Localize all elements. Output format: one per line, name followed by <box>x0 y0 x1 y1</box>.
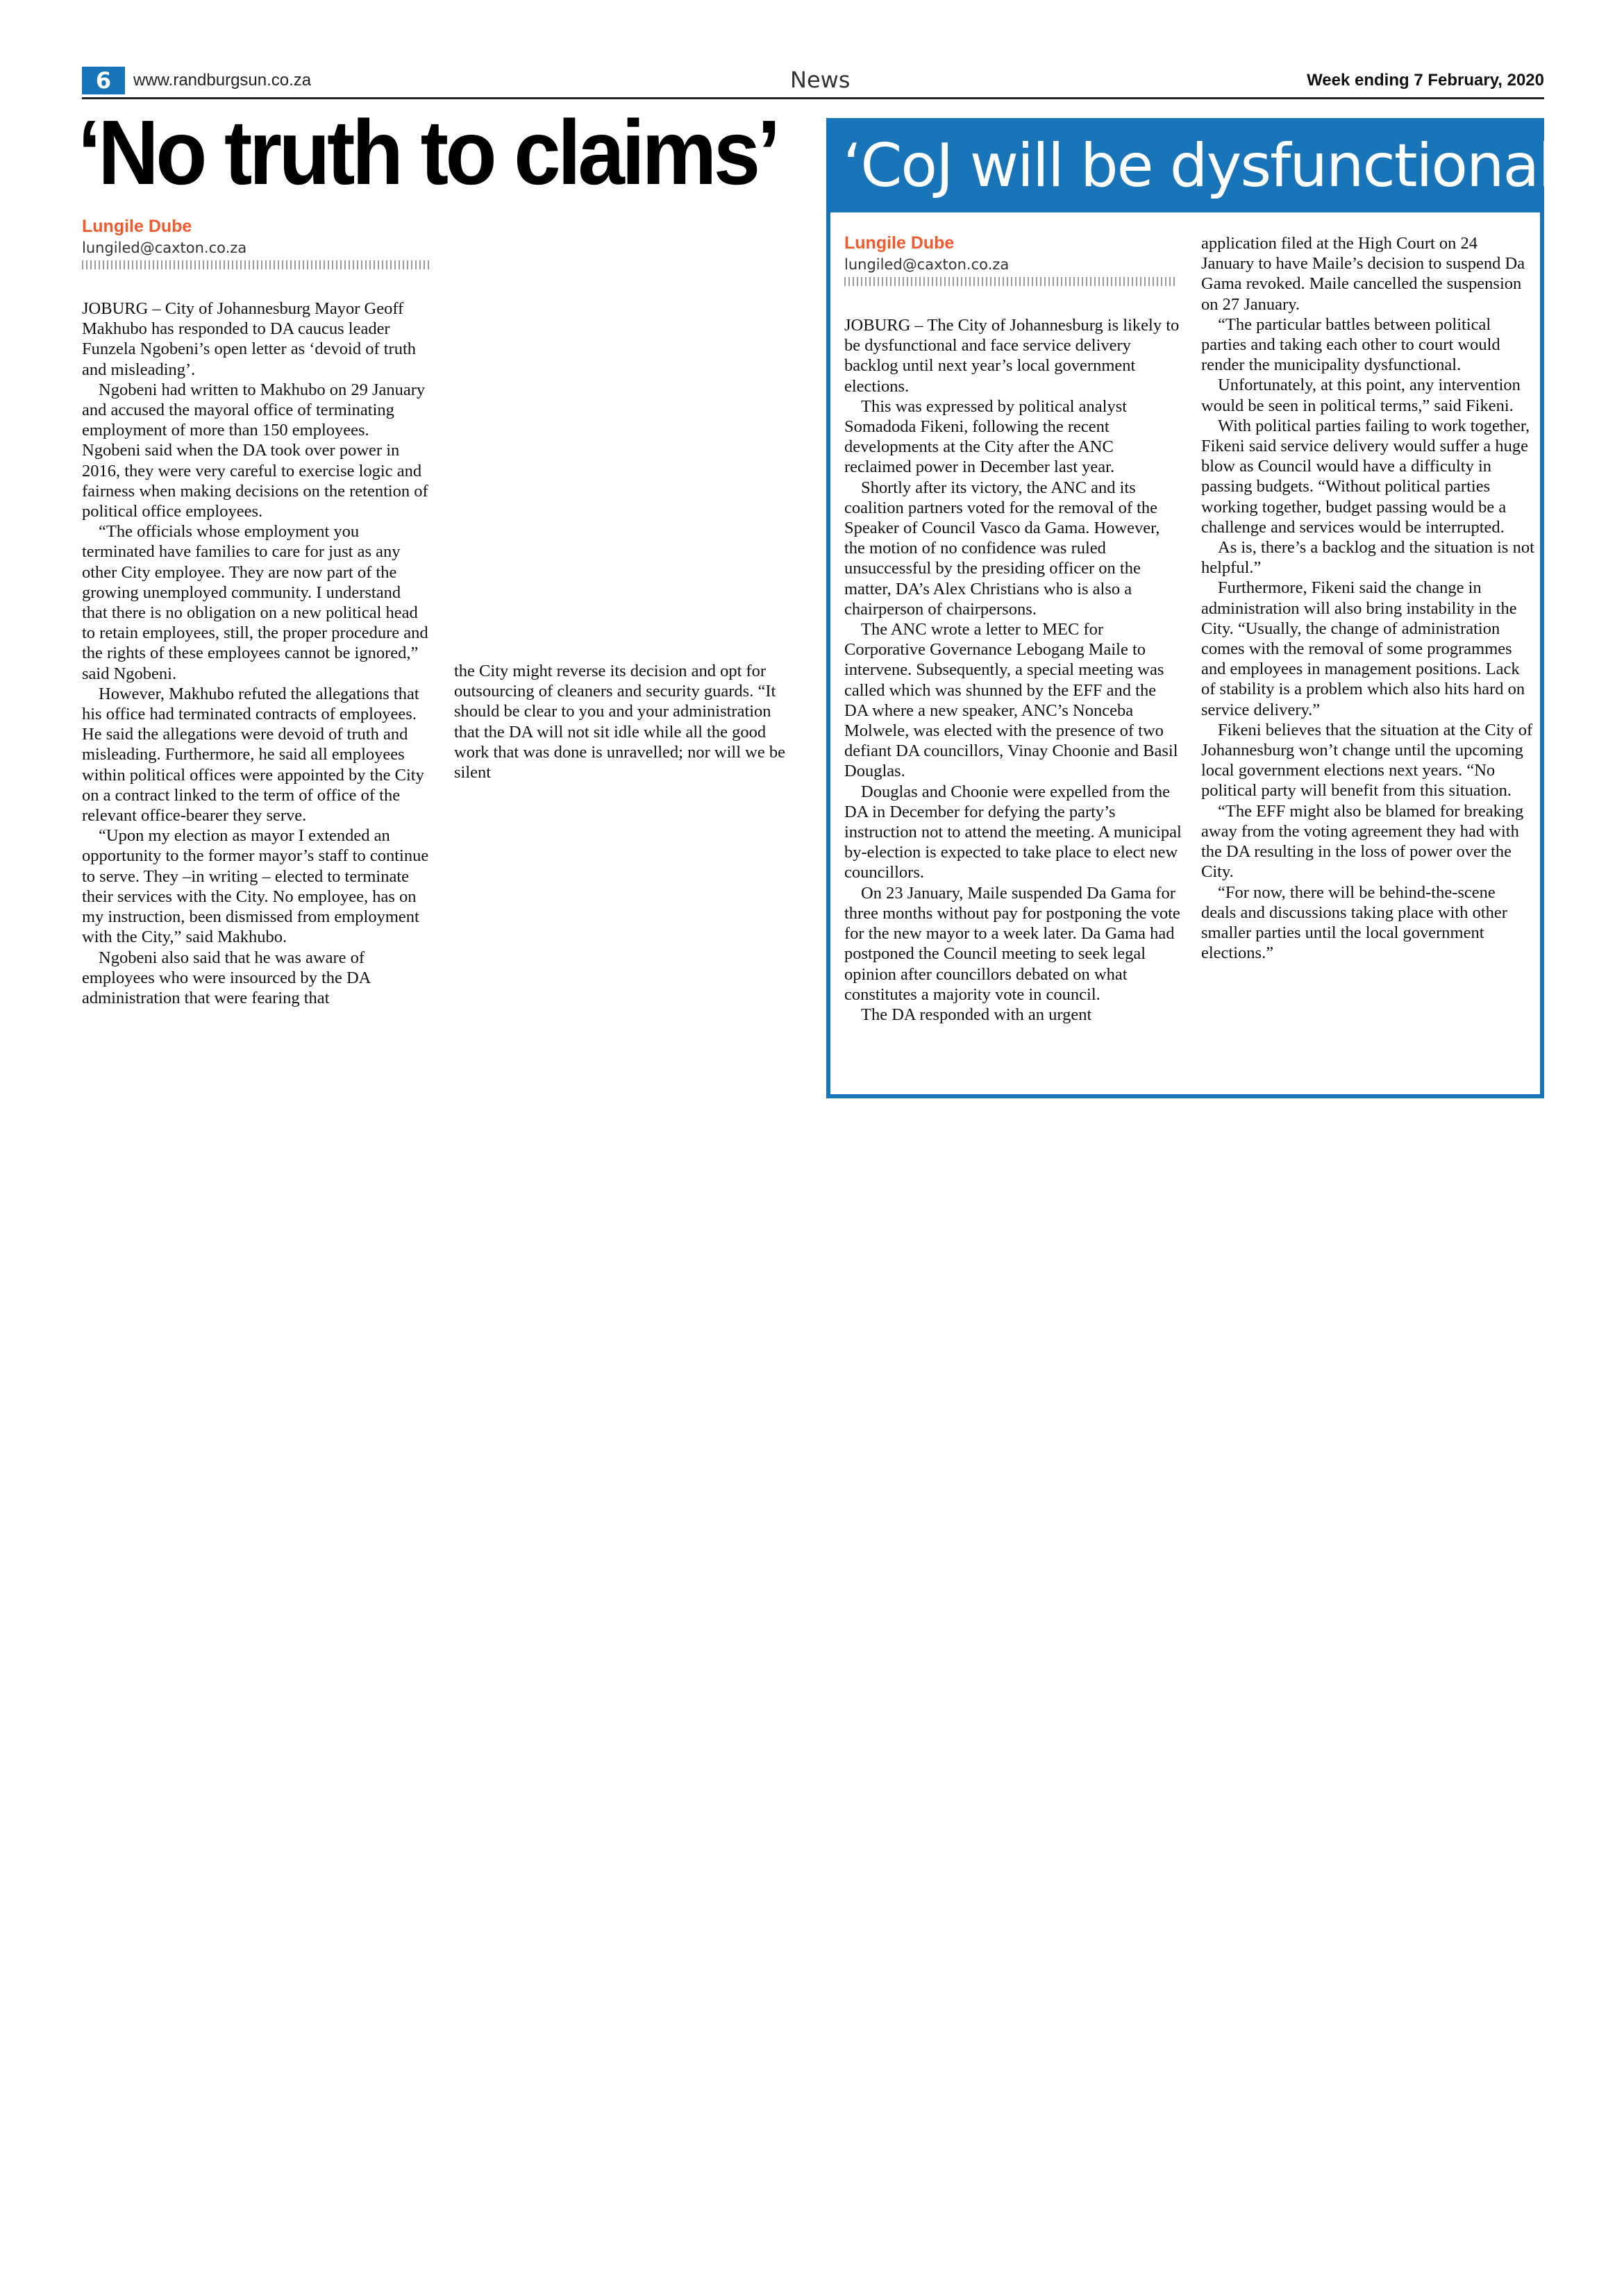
author-email[interactable]: lungiled@caxton.co.za <box>844 256 1010 273</box>
paragraph: Fikeni believes that the situation at the City of Johannesburg won’t change until the upcoming local government elections next years. “No political party will benefit from this situation. <box>1201 720 1533 801</box>
paragraph: “Upon my election as mayor I extended an opportunity to the former mayor’s staff to continue to serve. They –in writing – elected to terminate their services with the City. No employee, has on my instruction, been dismissed from employment with the City,” said Makhubo. <box>82 826 429 947</box>
headline-dysfunctional: ‘CoJ will be dysfunctional’ <box>843 131 1571 201</box>
headline-banner <box>830 122 1571 212</box>
paragraph: application filed at the High Court on 24 January to have Maile’s decision to suspend Da Gama revoked. Maile cancelled the suspension on 27 January. <box>1201 234 1525 314</box>
paragraph: The ANC wrote a letter to MEC for Corporative Governance Lebogang Maile to intervene. Subsequently, a special meeting was called which was shunned by the EFF and the DA where a new speaker, ANC’s Nonceba Molwele, was elected with the presence of two defiant DA councillors, Vinay Choonie and Basil Douglas. <box>844 620 1178 781</box>
byline-right <box>844 233 1175 286</box>
issue-date: Week ending 7 February, 2020 <box>1307 71 1544 90</box>
author-name: Lungile Dube <box>82 217 192 236</box>
page-number: 6 <box>82 67 125 94</box>
paragraph: “The officials whose employment you terminated have families to care for just as any other City employee. They are now part of the growing unemployed community. I understand that there is no obligation on a new political head to retain employees, still, the proper procedure and the rights of these employees cannot be ignored,” said Ngobeni. <box>82 522 428 683</box>
byline-rule <box>844 277 1175 286</box>
paragraph: Furthermore, Fikeni said the change in administration will also bring instability in the City. “Usually, the change of administration comes with the removal of some programmes and employees in management positions. Lack of stability is a problem which also hits hard on service delivery.” <box>1201 578 1525 719</box>
paragraph: On 23 January, Maile suspended Da Gama for three months without pay for postponing the vote for the new mayor to a week later. Da Gama had postponed the Council meeting to seek legal opinion after councillors debated on what constitutes a majority vote in council. <box>844 883 1180 1004</box>
site-url[interactable]: www.randburgsun.co.za <box>133 71 312 90</box>
paragraph: JOBURG – The City of Johannesburg is likely to be dysfunctional and face service delivery backlog until next year’s local government elections. <box>844 316 1180 396</box>
article-left-column-2 <box>454 661 787 782</box>
paragraph: the City might reverse its decision and opt for outsourcing of cleaners and security guards. “It should be clear to you and your administration that the DA will not sit idle while all the good work that was done is unravelled; nor will we be silent <box>454 662 785 782</box>
article-left-column-1 <box>82 299 429 1008</box>
author-name: Lungile Dube <box>844 233 955 253</box>
paragraph: However, Makhubo refuted the allegations that his office had terminated contracts of employees. He said the allegations were devoid of truth and misleading. Furthermore, he said all employees within political offices were appointed by the City on a contract linked to the term of office of the relevant office-bearer they serve. <box>82 684 424 826</box>
paragraph: “The EFF might also be blamed for breaking away from the voting agreement they had with the DA resulting in the loss of power over the City. <box>1201 801 1524 882</box>
headline-no-truth: ‘No truth to claims’ <box>78 101 778 203</box>
paragraph: “The particular battles between political parties and taking each other to court would render the municipality dysfunctional. <box>1201 315 1500 375</box>
article-right-column-2 <box>1201 233 1534 963</box>
paragraph: Ngobeni had written to Makhubo on 29 January and accused the mayoral office of terminating employment of more than 150 employees. Ngobeni said when the DA took over power in 2016, they were very careful to exercise logic and fairness when making decisions on the retention of political office employees. <box>82 380 428 521</box>
paragraph: With political parties failing to work together, Fikeni said service delivery would suffer a huge blow as Council would have a difficulty in passing budgets. “Without political parties working together, budget passing would be a challenge and services would be interrupted. <box>1201 416 1530 537</box>
byline-rule <box>82 260 429 269</box>
author-email[interactable]: lungiled@caxton.co.za <box>82 240 247 256</box>
paragraph: Ngobeni also said that he was aware of employees who were insourced by the DA administration that were fearing that <box>82 948 371 1007</box>
paragraph: Shortly after its victory, the ANC and its coalition partners voted for the removal of the Speaker of Council Vasco da Gama. However, the motion of no confidence was ruled unsuccessful by the presiding officer on the matter, DA’s Alex Christians who is also a chairperson of chairpersons. <box>844 478 1160 619</box>
paragraph: JOBURG – City of Johannesburg Mayor Geoff Makhubo has responded to DA caucus leader Funzela Ngobeni’s open letter as ‘devoid of truth and misleading’. <box>82 299 417 379</box>
article-right-box <box>826 118 1571 1098</box>
paragraph: This was expressed by political analyst Somadoda Fikeni, following the recent developments at the City after the ANC reclaimed power in December last year. <box>844 396 1128 477</box>
byline-left <box>82 217 429 269</box>
article-right-column-1 <box>844 315 1182 1025</box>
page-header <box>82 67 1544 99</box>
section-title: News <box>790 67 851 93</box>
paragraph: As is, there’s a backlog and the situation is not helpful.” <box>1201 538 1534 578</box>
paragraph: Douglas and Choonie were expelled from the DA in December for defying the party’s instruction not to attend the meeting. A municipal by-election is expected to take place to elect new councillors. <box>844 782 1182 882</box>
paragraph: Unfortunately, at this point, any intervention would be seen in political terms,” said Fikeni. <box>1201 376 1521 415</box>
paragraph: “For now, there will be behind-the-scene deals and discussions taking place with other smaller parties until the local government elections.” <box>1201 882 1507 963</box>
paragraph: The DA responded with an urgent <box>861 1005 1092 1024</box>
